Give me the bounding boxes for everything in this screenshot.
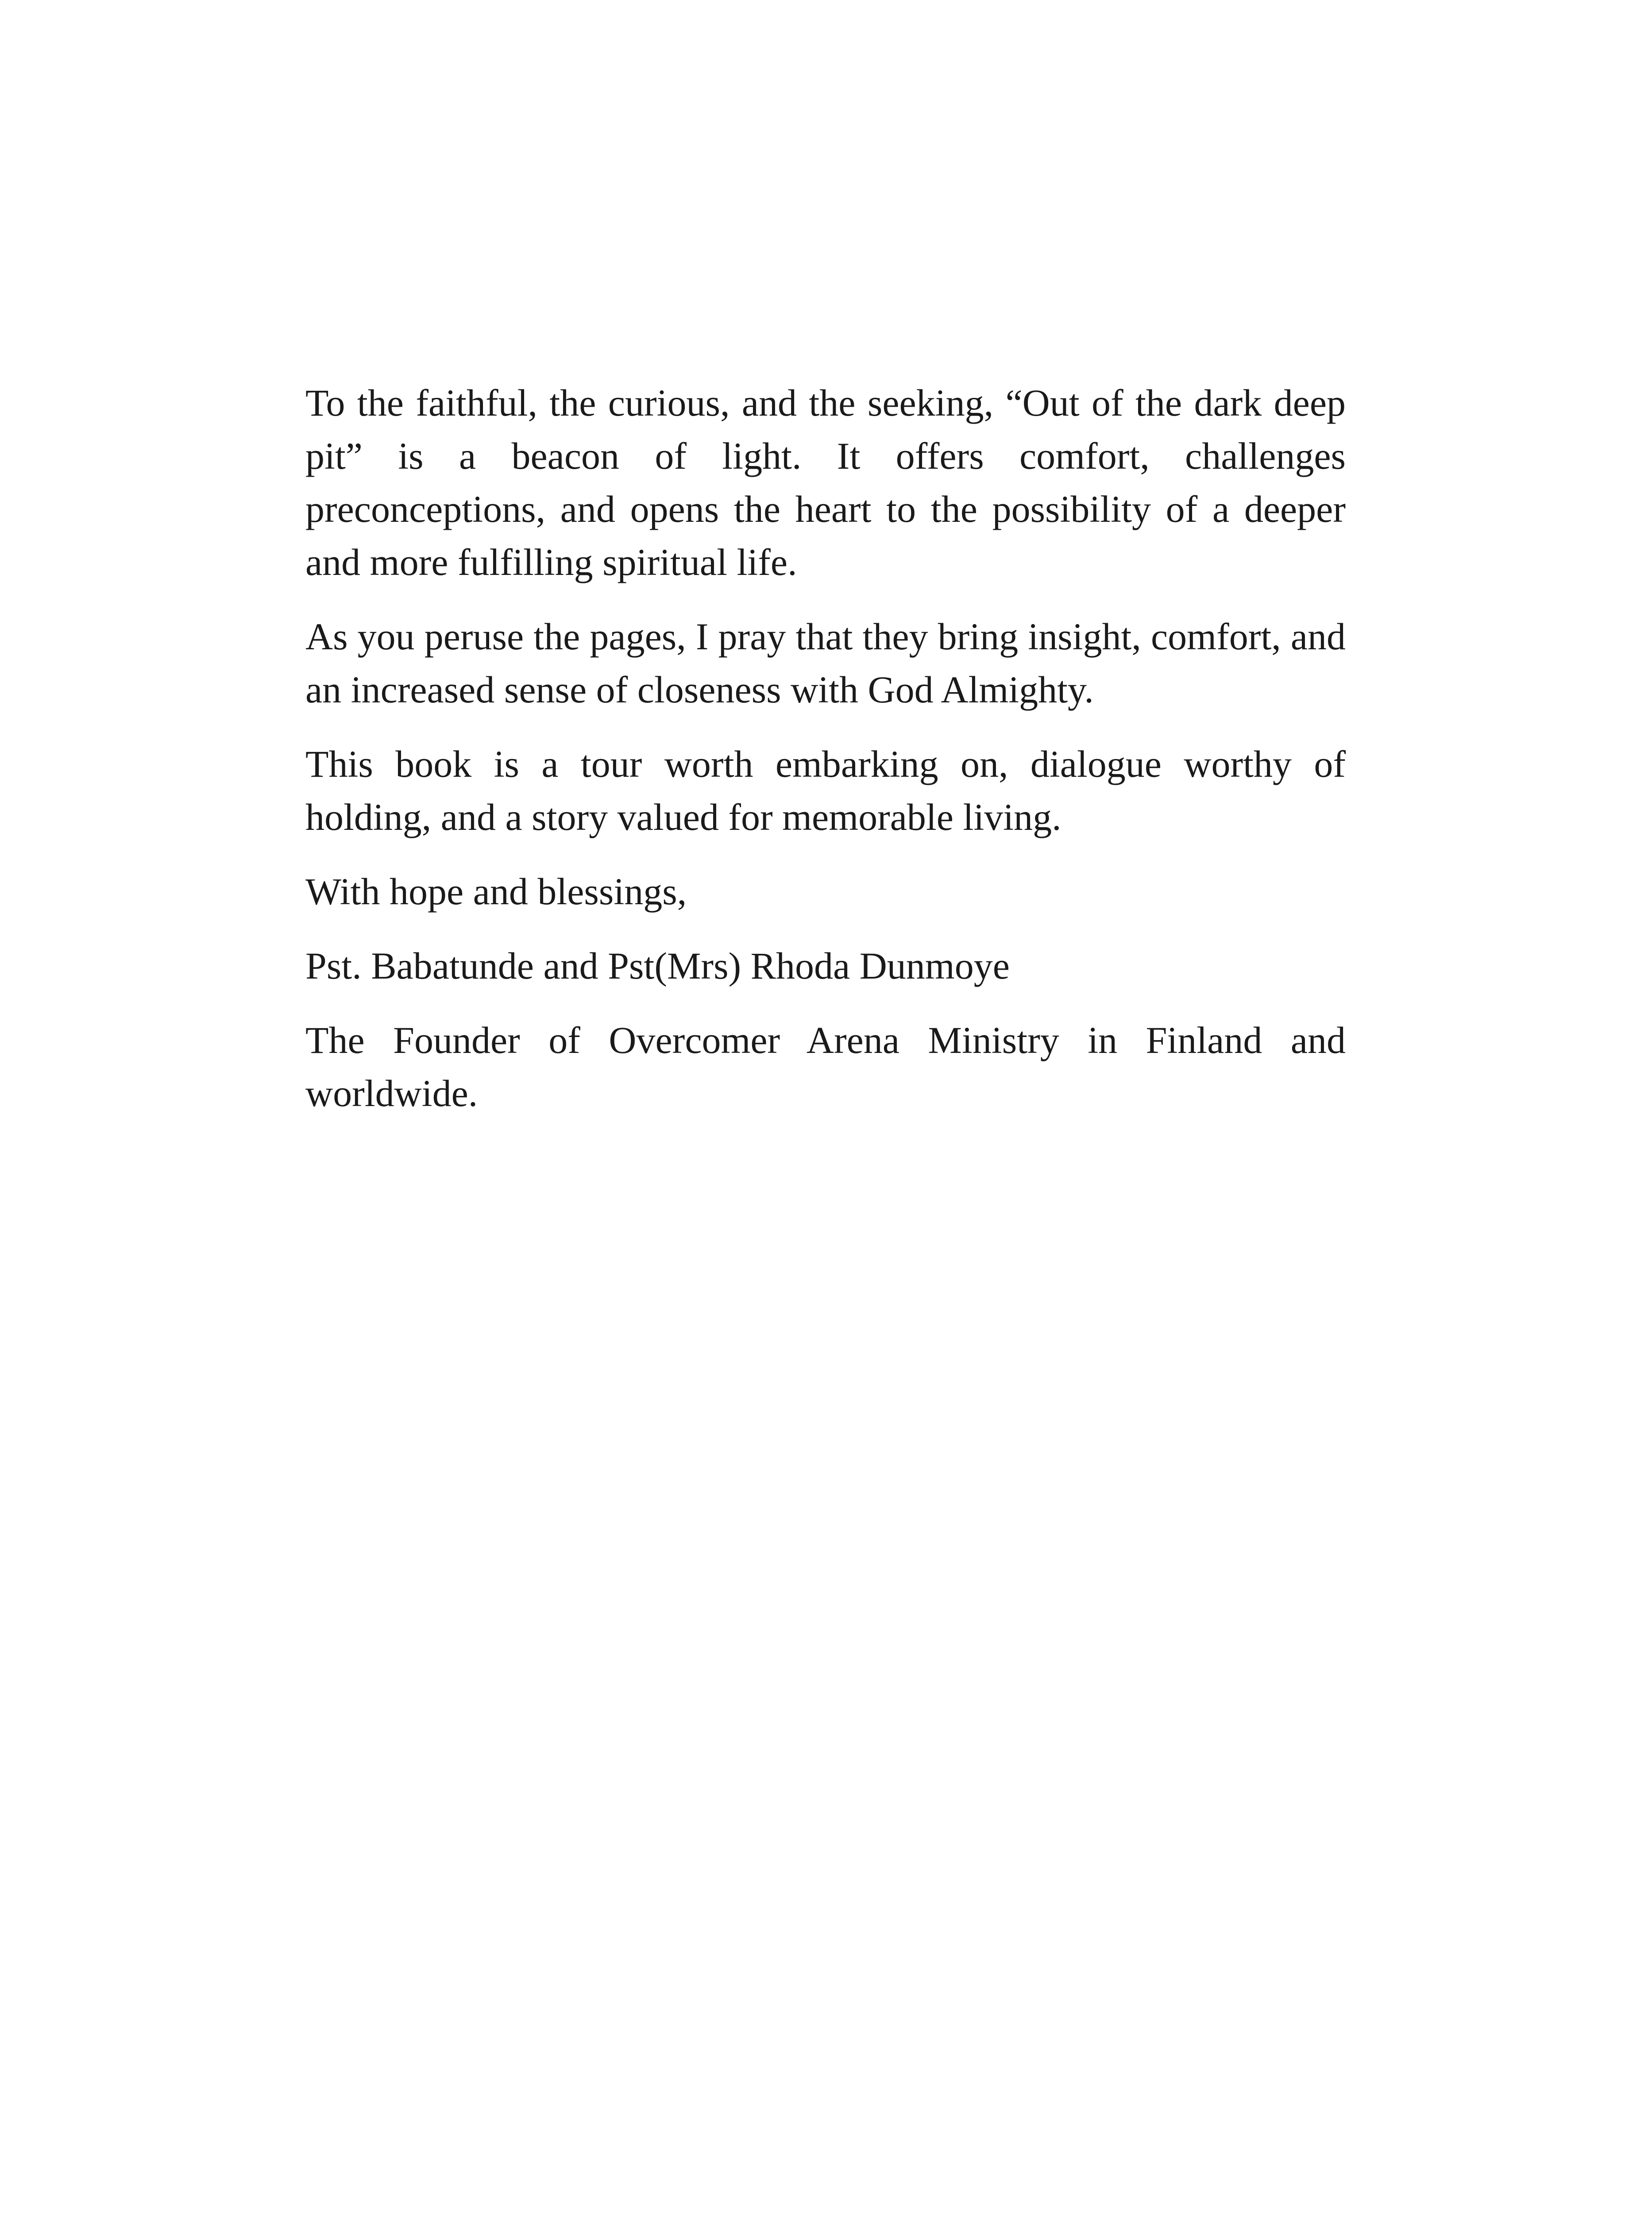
closing-line: With hope and blessings, [305,870,687,913]
paragraph-intro: To the faithful, the curious, and the seeking, “Out of the dark deep pit” is a beacon of light. It offers comfort, challenges preconceptions, and opens the heart to the possibility of a deeper and more fulfilling spiritual life. [305,382,1346,583]
affiliation-line: The Founder of Overcomer Arena Ministry in Finland and worldwide. [305,1019,1346,1114]
paragraph-prayer: As you peruse the pages, I pray that they bring insight, comfort, and an increased sense of closeness with God Almighty. [305,615,1346,711]
body-text [305,376,1346,1141]
paragraph-book-tour: This book is a tour worth embarking on, dialogue worthy of holding, and a story valued for memorable living. [305,743,1346,838]
signature-line: Pst. Babatunde and Pst(Mrs) Rhoda Dunmoye [305,945,1010,987]
